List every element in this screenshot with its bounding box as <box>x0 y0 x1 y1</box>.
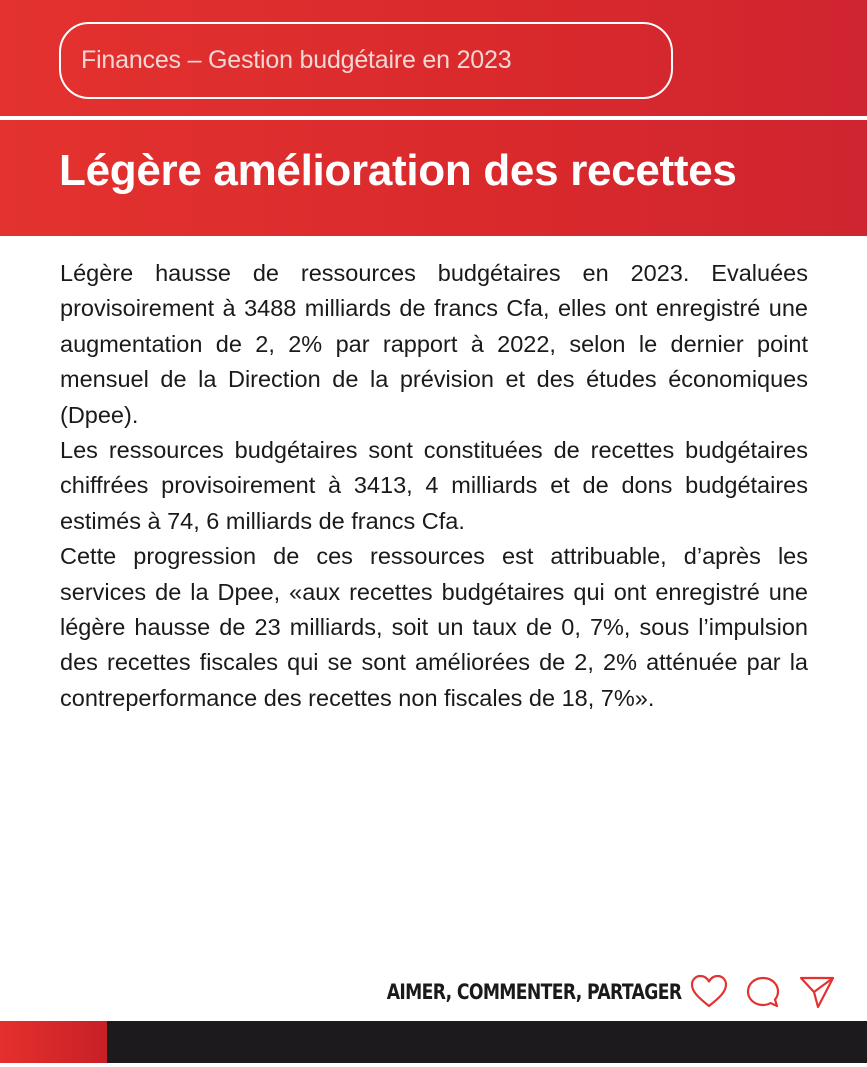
header-divider <box>0 116 867 120</box>
category-pill <box>59 22 673 99</box>
article-paragraph: Les ressources budgétaires sont constituées de recettes budgétaires chiffrées provisoirement à 3413, 4 milliards et de dons budgétaires estimés à 74, 6 milliards de francs Cfa. <box>60 437 808 534</box>
article-paragraph: Cette progression de ces ressources est attribuable, d’après les services de la Dpee, «aux recettes budgétaires qui ont enregistré une légère hausse de 23 milliards, soit un taux de 0, 7%, sous l’impulsion des recettes fiscales qui se sont améliorées de 2, 2% atténuée par la contreperformance des recettes non fiscales de 18, 7%». <box>60 543 808 711</box>
bottom-strip <box>0 1063 867 1067</box>
cta-text: AIMER, COMMENTER, PARTAGER <box>386 980 681 1004</box>
header-band <box>0 0 867 236</box>
engagement-cta <box>322 970 838 1014</box>
share-icon[interactable] <box>797 972 837 1012</box>
article-paragraph: Légère hausse de ressources budgétaires en 2023. Evaluées provisoirement à 3488 milliards de francs Cfa, elles ont enregistré une augmentation de 2, 2% par rapport à 2022, selon le dernier point mensuel de la Direction de la prévision et des études économiques (Dpee). <box>60 260 808 428</box>
footer-bar <box>107 1021 867 1063</box>
footer-bar-accent <box>0 1021 107 1063</box>
headline: Légère amélioration des recettes <box>59 146 737 195</box>
category-label: Finances – Gestion budgétaire en 2023 <box>81 46 512 74</box>
comment-icon[interactable] <box>743 972 783 1012</box>
heart-icon[interactable] <box>689 972 729 1012</box>
article-body <box>60 256 808 716</box>
